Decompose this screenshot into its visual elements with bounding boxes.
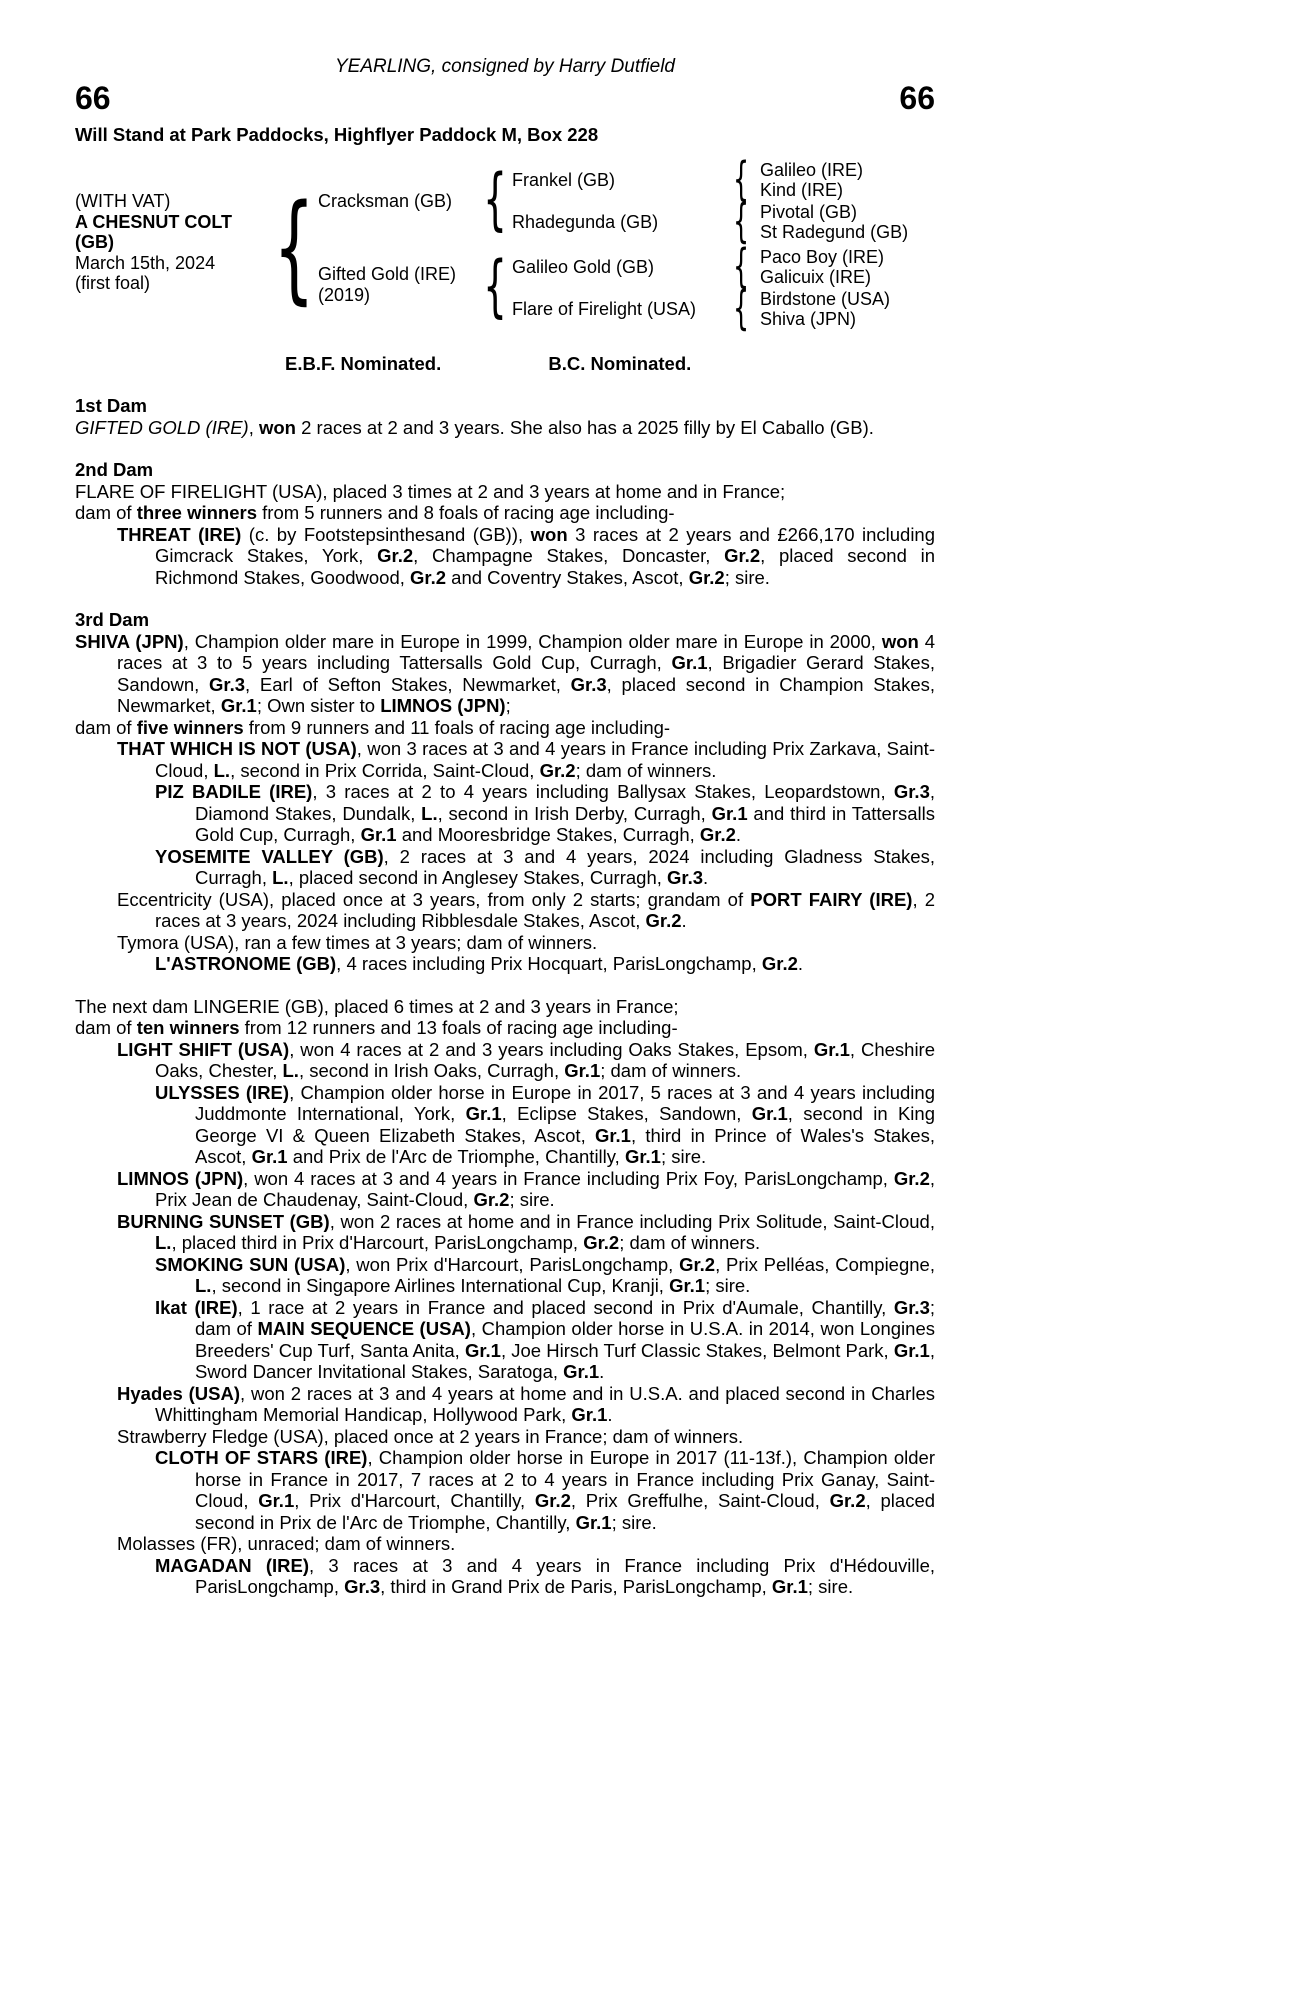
pedigree-brace-gp3 (733, 245, 748, 287)
dam-section (75, 609, 935, 975)
pedigree-tree (75, 157, 935, 341)
pedigree-paragraph: MAGADAN (IRE), 3 races at 3 and 4 years in France including Prix d'Hédouville, ParisLongchamp, Gr.3, third in Grand Prix de Paris, ParisLongchamp, Gr.1; sire. (155, 1554, 935, 1597)
foal-note: (first foal) (75, 273, 151, 293)
pedigree-paragraph: THREAT (IRE) (c. by Footstepsinthesand (GB)), won 3 races at 2 years and £266,170 including Gimcrack Stakes, York, Gr.2, Champagne Stakes, Doncaster, Gr.2, placed second in Richmond Stakes, Goodwood, Gr.2 and Coventry Stakes, Ascot, Gr.2; sire. (117, 523, 936, 588)
great-grandparent: Pivotal (GB) (760, 202, 858, 222)
pedigree-paragraph: Molasses (FR), unraced; dam of winners. (117, 1533, 456, 1554)
bc-nominated-label: B.C. Nominated. (548, 353, 692, 374)
pedigree-paragraph: Ikat (IRE), 1 race at 2 years in France and placed second in Prix d'Aumale, Chantilly, Gr.3; dam of MAIN SEQUENCE (USA), Champion older horse in U.S.A. in 2014, won Longines Breeders' Cup Turf, Santa Anita, Gr.1, Joe Hirsch Turf Classic Stakes, Belmont Park, Gr.1, Sword Dancer Invitational Stakes, Saratoga, Gr.1. (155, 1296, 935, 1382)
great-grandparent: Galicuix (IRE) (760, 267, 872, 287)
dam-year: (2019) (318, 285, 371, 305)
dam-dam: Flare of Firelight (USA) (512, 299, 697, 319)
section-heading: 1st Dam (75, 395, 147, 416)
consignor-line: YEARLING, consigned by Harry Dutfield (334, 56, 676, 77)
great-grandparent: Galileo (IRE) (760, 160, 864, 180)
great-grandparent: Birdstone (USA) (760, 289, 891, 309)
pedigree-brace-gp4 (733, 287, 748, 329)
lot-number-left: 66 (75, 80, 111, 116)
pedigree-brace-sire (485, 168, 505, 232)
section-heading: 2nd Dam (75, 459, 154, 480)
pedigree-paragraph: THAT WHICH IS NOT (USA), won 3 races at 3 and 4 years in France including Prix Zarkava, Saint-Cloud, L., second in Prix Corrida, Saint-Cloud, Gr.2; dam of winners. (117, 738, 935, 781)
sire-sire: Frankel (GB) (512, 170, 616, 190)
pedigree-paragraph: BURNING SUNSET (GB), won 2 races at home and in France including Prix Solitude, Saint-Cloud, L., placed third in Prix d'Harcourt, ParisLongchamp, Gr.2; dam of winners. (117, 1210, 935, 1253)
pedigree-paragraph: LIGHT SHIFT (USA), won 4 races at 2 and 3 years including Oaks Stakes, Epsom, Gr.1, Cheshire Oaks, Chester, L., second in Irish Oaks, Curragh, Gr.1; dam of winners. (117, 1038, 935, 1081)
pedigree-paragraph: dam of ten winners from 12 runners and 13 foals of racing age including- (75, 1017, 678, 1038)
lot-number-right: 66 (899, 80, 935, 116)
pedigree-brace-gp1 (733, 158, 748, 200)
pedigree-paragraph: SMOKING SUN (USA), won Prix d'Harcourt, ParisLongchamp, Gr.2, Prix Pelléas, Compiegne, L., second in Singapore Airlines International Cup, Kranji, Gr.1; sire. (155, 1253, 935, 1296)
pedigree-paragraph: CLOTH OF STARS (IRE), Champion older horse in Europe in 2017 (11-13f.), Champion older horse in France in 2017, 7 races at 2 to 4 years in France including Prix Ganay, Saint-Cloud, Gr.1, Prix d'Harcourt, Chantilly, Gr.2, Prix Greffulhe, Saint-Cloud, Gr.2, placed second in Prix de l'Arc de Triomphe, Chantilly, Gr.1; sire. (155, 1447, 936, 1533)
great-grandparent: St Radegund (GB) (760, 222, 909, 242)
vat-note: (WITH VAT) (75, 191, 171, 211)
dam-section (75, 996, 935, 1598)
catalogue-page (75, 0, 935, 1598)
sire-dam: Rhadegunda (GB) (512, 212, 659, 232)
horse-name: A CHESNUT COLT (75, 211, 232, 232)
sire-name: Cracksman (GB) (318, 191, 453, 211)
pedigree-paragraph: dam of three winners from 5 runners and 8 foals of racing age including- (75, 502, 675, 523)
pedigree-paragraph: L'ASTRONOME (GB), 4 races including Prix Hocquart, ParisLongchamp, Gr.2. (155, 953, 804, 974)
lot-number-row (75, 81, 935, 115)
great-grandparent: Paco Boy (IRE) (760, 247, 885, 267)
pedigree-paragraph: FLARE OF FIRELIGHT (USA), placed 3 times at 2 and 3 years at home and in France; (75, 480, 786, 502)
great-grandparent: Shiva (JPN) (760, 309, 857, 329)
pedigree-paragraph: dam of five winners from 9 runners and 11 foals of racing age including- (75, 716, 671, 738)
stand-location-line: Will Stand at Park Paddocks, Highflyer Paddock M, Box 228 (75, 124, 599, 145)
pedigree-paragraph: The next dam LINGERIE (GB), placed 6 times at 2 and 3 years in France; (75, 995, 679, 1017)
pedigree-paragraph: Eccentricity (USA), placed once at 3 years, from only 2 starts; grandam of PORT FAIRY (IRE), 2 races at 3 years, 2024 including Ribblesdale Stakes, Ascot, Gr.2. (117, 888, 936, 931)
dam-sire: Galileo Gold (GB) (512, 257, 655, 277)
great-grandparent: Kind (IRE) (760, 180, 844, 200)
pedigree-paragraph: ULYSSES (IRE), Champion older horse in Europe in 2017, 5 races at 3 and 4 years including Juddmonte International, York, Gr.1, Eclipse Stakes, Sandown, Gr.1, second in King George VI & Queen Elizabeth Stakes, Ascot, Gr.1, third in Prince of Wales's Stakes, Ascot, Gr.1 and Prix de l'Arc de Triomphe, Chantilly, Gr.1; sire. (155, 1081, 935, 1167)
pedigree-text-sections (75, 395, 935, 1598)
dam-section (75, 395, 935, 438)
foaling-date: March 15th, 2024 (75, 252, 216, 273)
lot-info-block (75, 191, 295, 294)
ebf-nominated-label: E.B.F. Nominated. (285, 353, 442, 374)
pedigree-paragraph: YOSEMITE VALLEY (GB), 2 races at 3 and 4 years, 2024 including Gladness Stakes, Curragh, L., placed second in Anglesey Stakes, Curragh, Gr.3. (155, 845, 935, 888)
pedigree-paragraph: Strawberry Fledge (USA), placed once at 2 years in France; dam of winners. (117, 1425, 744, 1447)
pedigree-brace-dam (485, 255, 505, 319)
pedigree-paragraph: Tymora (USA), ran a few times at 3 years; dam of winners. (117, 931, 598, 953)
pedigree-paragraph: SHIVA (JPN), Champion older mare in Europe in 1999, Champion older mare in Europe in 2000, won 4 races at 3 to 5 years including Tattersalls Gold Cup, Curragh, Gr.1, Brigadier Gerard Stakes, Sandown, Gr.3, Earl of Sefton Stakes, Newmarket, Gr.3, placed second in Champion Stakes, Newmarket, Gr.1; Own sister to LIMNOS (JPN); (75, 630, 935, 716)
pedigree-paragraph: GIFTED GOLD (IRE), won 2 races at 2 and 3 years. She also has a 2025 filly by El Caballo (GB). (75, 416, 874, 438)
pedigree-paragraph: Hyades (USA), won 2 races at 3 and 4 years at home and in U.S.A. and placed second in Charles Whittingham Memorial Handicap, Hollywood Park, Gr.1. (117, 1382, 935, 1425)
pedigree-paragraph: PIZ BADILE (IRE), 3 races at 2 to 4 years including Ballysax Stakes, Leopardstown, Gr.3, Diamond Stakes, Dundalk, L., second in Irish Derby, Curragh, Gr.1 and third in Tattersalls Gold Cup, Curragh, Gr.1 and Mooresbridge Stakes, Curragh, Gr.2. (155, 781, 935, 845)
dam-name: Gifted Gold (IRE) (318, 264, 457, 284)
nominations-line (75, 353, 935, 374)
dam-section (75, 459, 935, 588)
horse-country-suffix: (GB) (75, 232, 114, 252)
section-heading: 3rd Dam (75, 609, 150, 630)
pedigree-paragraph: LIMNOS (JPN), won 4 races at 3 and 4 years in France including Prix Foy, ParisLongchamp, Gr.2, Prix Jean de Chaudenay, Saint-Cloud, Gr.2; sire. (117, 1167, 935, 1210)
pedigree-brace-gp2 (733, 200, 748, 242)
